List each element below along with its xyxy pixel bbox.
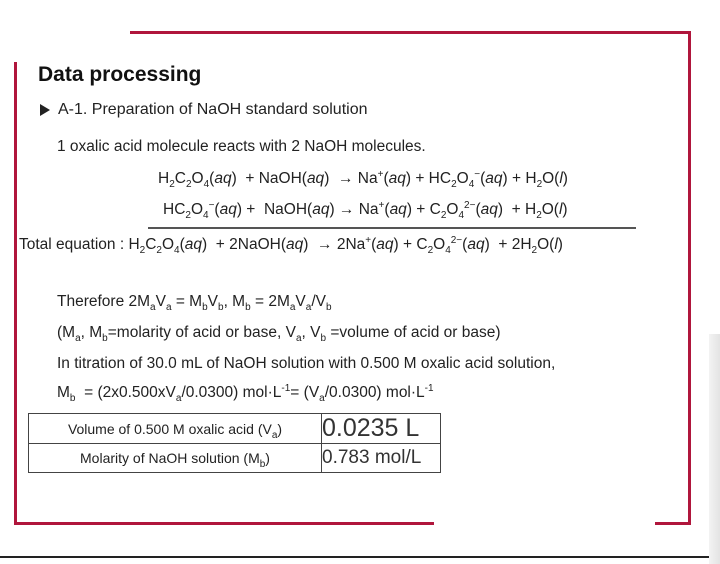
- frame-bottom-border-right: [655, 522, 691, 525]
- frame-top-border: [130, 31, 691, 34]
- molarity-formula: $M_b = (2x0.500xV_a/0.0300)$ $mol\cdot L^{-1}= (V_a/0.0300)$ $mol\cdot L^{-1}$: [57, 382, 434, 405]
- frame-right-border: [688, 31, 691, 525]
- equation-separator-line: [148, 227, 636, 229]
- results-table: [28, 413, 441, 473]
- total-equation: Total equation : $H_2C_2O_4(aq)$ + 2NaOH(aq) → $2Na^+(aq) + C_2O_4^{2-}(aq) + 2H_2O(l)$: [19, 234, 563, 257]
- equation-2: $HC_2O_4^-(aq)$ + NaOH(aq) → $Na^+(aq) + C_2O_4^{2-}(aq) + H_2O(l)$: [163, 199, 568, 222]
- table-cell-value: 0.783 mol/L: [322, 444, 441, 473]
- table-row: [29, 444, 441, 473]
- section-heading: [40, 101, 368, 119]
- intro-text: 1 oxalic acid molecule reacts with 2 NaOH molecules.: [57, 138, 426, 155]
- page-title: Data processing: [38, 63, 202, 86]
- therefore-prefix: Therefore: [57, 293, 125, 310]
- table-row: [29, 414, 441, 444]
- table-cell-label: Molarity of NaOH solution $(M_b)$: [29, 444, 322, 473]
- frame-left-border: [14, 62, 17, 524]
- page-bottom-line: [0, 556, 720, 558]
- table-cell-label: Volume of 0.500 M oxalic acid $(V_a)$: [29, 414, 322, 444]
- equation-1: $H_2C_2O_4(aq)$ + NaOH(aq) → $Na^+(aq) + HC_2O_4^-(aq) + H_2O(l)$: [158, 168, 568, 191]
- edge-shadow: [709, 334, 720, 564]
- section-heading-text: A-1. Preparation of NaOH standard solution: [58, 101, 368, 118]
- therefore-line: Therefore $2M_aV_a = M_bV_b$, $M_b = 2M_aV_a/V_b$: [57, 293, 332, 314]
- note-line: ($M_a$, $M_b=molarity$ of acid or base, $V_a$, $V_b$ =volume of acid or base): [57, 324, 501, 345]
- titration-line: In titration of 30.0 mL of NaOH solution with 0.500 M oxalic acid solution,: [57, 355, 556, 372]
- triangle-bullet-icon: [40, 104, 50, 116]
- table-cell-value: 0.0235 L: [322, 414, 441, 444]
- frame-bottom-border: [14, 522, 434, 525]
- total-equation-label: Total equation :: [19, 236, 125, 253]
